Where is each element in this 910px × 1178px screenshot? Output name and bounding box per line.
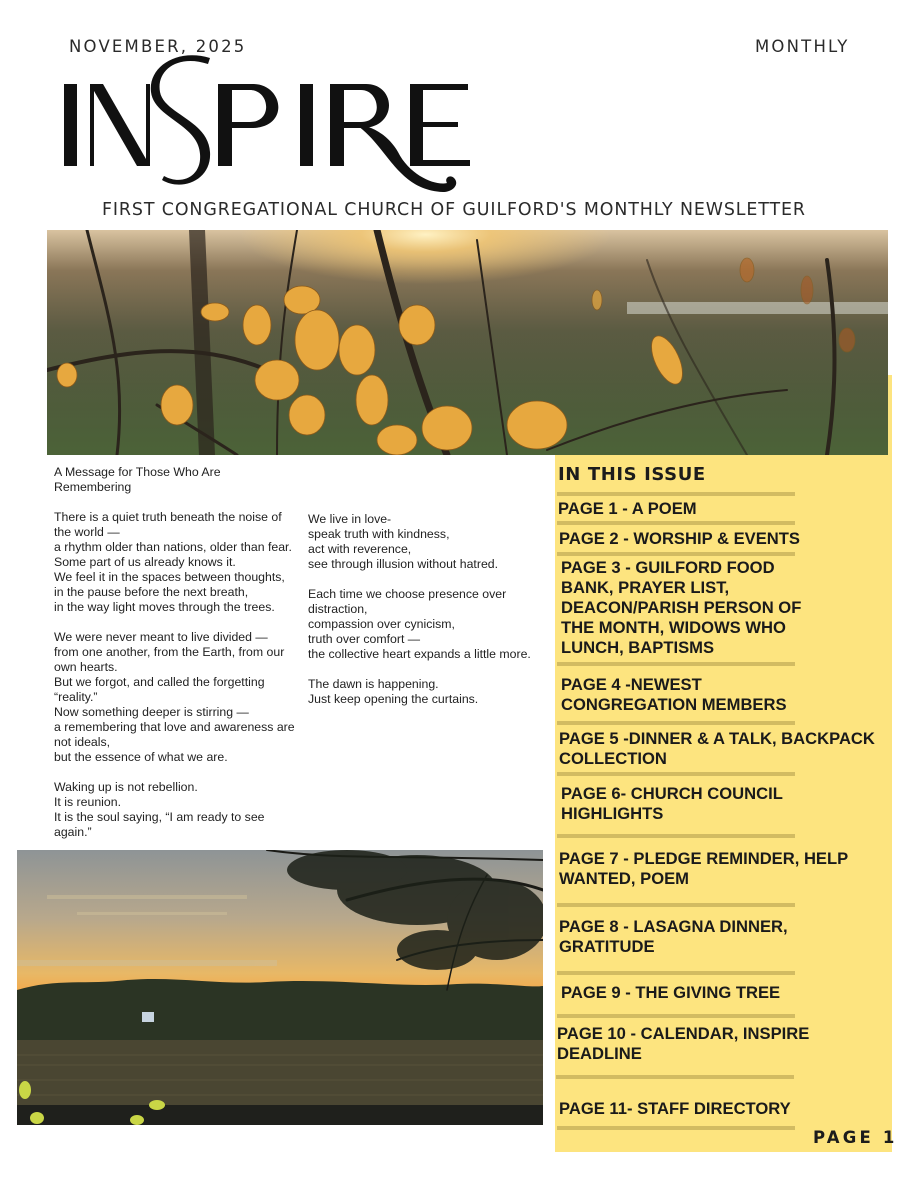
toc-item-page-9[interactable]: PAGE 9 - THE GIVING TREE	[561, 983, 781, 1002]
marsh-sunset-photo	[17, 850, 543, 1125]
divider	[557, 834, 795, 838]
divider	[557, 971, 795, 975]
toc-item-page-10[interactable]: PAGE 10 - CALENDAR, INSPIRE DEADLINE	[557, 1024, 810, 1063]
issue-date: NOVEMBER, 2025	[69, 37, 247, 56]
divider	[557, 492, 795, 496]
divider	[557, 662, 795, 666]
poem-stanza: We live in love- speak truth with kindness, act with reverence, see through illusion without hatred.	[308, 512, 499, 571]
divider	[557, 903, 795, 907]
toc-item-page-6[interactable]: PAGE 6- CHURCH COUNCIL HIGHLIGHTS	[561, 784, 783, 823]
poem-stanza: The dawn is happening. Just keep opening the curtains.	[308, 677, 479, 706]
toc-item-page-2[interactable]: PAGE 2 - WORSHIP & EVENTS	[559, 529, 800, 548]
poem-stanza: There is a quiet truth beneath the noise of the world — a rhythm older than nations, older than fear. Some part of us already knows it. We feel it in the spaces between thoughts, in the pause before the next breath, in the way light moves through the trees.	[54, 510, 292, 614]
poem-column-right	[308, 512, 543, 722]
toc-item-page-8[interactable]: PAGE 8 - LASAGNA DINNER, GRATITUDE	[559, 917, 788, 956]
toc-item-page-11[interactable]: PAGE 11- STAFF DIRECTORY	[559, 1099, 791, 1118]
poem-stanza: Waking up is not rebellion. It is reunion. It is the soul saying, “I am ready to see again.”	[54, 780, 265, 839]
divider	[557, 1126, 795, 1130]
poem-title: A Message for Those Who Are Remembering	[54, 465, 221, 494]
divider	[557, 772, 795, 776]
autumn-leaves-photo	[47, 230, 888, 455]
poem-column-left	[54, 465, 299, 855]
newsletter-subtitle: FIRST CONGREGATIONAL CHURCH OF GUILFORD'S MONTHLY NEWSLETTER	[102, 200, 806, 220]
divider	[557, 1014, 795, 1018]
toc-item-page-1[interactable]: PAGE 1 - A POEM	[558, 499, 697, 518]
divider	[556, 1075, 794, 1079]
toc-item-page-4[interactable]: PAGE 4 -NEWEST CONGREGATION MEMBERS	[561, 675, 787, 714]
divider	[557, 521, 795, 525]
toc-item-page-3[interactable]: PAGE 3 - GUILFORD FOOD BANK, PRAYER LIST, DEACON/PARISH PERSON OF THE MONTH, WIDOWS WHO LUNCH, BAPTISMS	[561, 558, 802, 657]
page-number: PAGE 1	[813, 1128, 898, 1147]
in-this-issue-heading: IN THIS ISSUE	[558, 464, 706, 485]
toc-item-page-5[interactable]: PAGE 5 -DINNER & A TALK, BACKPACK COLLECTION	[559, 729, 875, 768]
toc-item-page-7[interactable]: PAGE 7 - PLEDGE REMINDER, HELP WANTED, POEM	[559, 849, 849, 888]
poem-stanza: We were never meant to live divided — from one another, from the Earth, from our own hearts. But we forgot, and called the forgetting “reality.” Now something deeper is stirring — a remembering that love and awareness are not ideals, but the essence of what we are.	[54, 630, 295, 764]
divider	[557, 721, 795, 725]
poem-stanza: Each time we choose presence over distraction, compassion over cynicism, truth over comfort — the collective heart expands a little more.	[308, 587, 531, 661]
divider	[557, 552, 795, 556]
issue-frequency: MONTHLY	[755, 37, 850, 56]
masthead-logo	[58, 52, 498, 202]
